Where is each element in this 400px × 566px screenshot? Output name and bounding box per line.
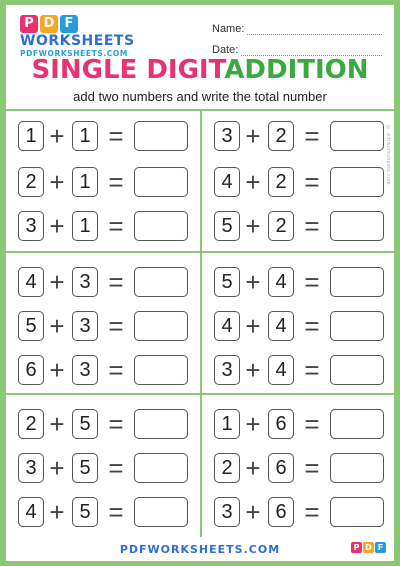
- equals-sign: =: [304, 453, 320, 483]
- equals-sign: =: [108, 409, 124, 439]
- equals-sign: =: [304, 311, 320, 341]
- answer-box[interactable]: [134, 167, 188, 197]
- problem-row: [18, 121, 190, 151]
- addend-a: 4: [18, 497, 44, 527]
- plus-sign: +: [49, 211, 65, 241]
- addend-a: 3: [214, 121, 240, 151]
- problem-row: [18, 311, 190, 341]
- answer-box[interactable]: [134, 497, 188, 527]
- plus-sign: +: [245, 267, 261, 297]
- plus-sign: +: [245, 453, 261, 483]
- plus-sign: +: [49, 121, 65, 151]
- footer-logo: [351, 542, 386, 553]
- addend-b: 6: [268, 497, 294, 527]
- logo-url: PDFWORKSHEETS.COM: [20, 49, 128, 58]
- answer-box[interactable]: [330, 167, 384, 197]
- problem-grid: [6, 109, 394, 537]
- addend-a: 2: [18, 409, 44, 439]
- addend-b: 4: [268, 355, 294, 385]
- plus-sign: +: [49, 167, 65, 197]
- equals-sign: =: [304, 211, 320, 241]
- name-line[interactable]: [247, 22, 382, 35]
- addend-a: 3: [18, 453, 44, 483]
- answer-box[interactable]: [330, 497, 384, 527]
- addend-a: 5: [18, 311, 44, 341]
- answer-box[interactable]: [330, 211, 384, 241]
- equals-sign: =: [108, 121, 124, 151]
- answer-box[interactable]: [134, 121, 188, 151]
- problem-block: [202, 253, 392, 395]
- addend-b: 6: [268, 453, 294, 483]
- problem-row: [18, 453, 190, 483]
- addend-b: 1: [72, 121, 98, 151]
- problem-row: [214, 311, 386, 341]
- plus-sign: +: [245, 311, 261, 341]
- footer-url[interactable]: PDFWORKSHEETS.COM: [119, 543, 281, 556]
- answer-box[interactable]: [134, 311, 188, 341]
- problem-row: [214, 453, 386, 483]
- equals-sign: =: [108, 211, 124, 241]
- problem-block: [6, 395, 196, 537]
- answer-box[interactable]: [134, 409, 188, 439]
- addend-a: 3: [214, 355, 240, 385]
- name-field[interactable]: [212, 17, 382, 35]
- equals-sign: =: [108, 497, 124, 527]
- addend-a: 3: [214, 497, 240, 527]
- plus-sign: +: [49, 355, 65, 385]
- answer-box[interactable]: [330, 311, 384, 341]
- problem-row: [214, 409, 386, 439]
- addend-a: 5: [214, 267, 240, 297]
- equals-sign: =: [108, 311, 124, 341]
- addend-b: 3: [72, 267, 98, 297]
- addend-b: 3: [72, 311, 98, 341]
- problem-row: [214, 497, 386, 527]
- answer-box[interactable]: [330, 409, 384, 439]
- student-fields: [212, 17, 382, 59]
- equals-sign: =: [304, 267, 320, 297]
- answer-box[interactable]: [330, 453, 384, 483]
- addend-b: 1: [72, 211, 98, 241]
- side-credit: © pdfworksheets.com: [385, 125, 391, 185]
- answer-box[interactable]: [134, 267, 188, 297]
- addend-a: 2: [214, 453, 240, 483]
- addend-a: 4: [18, 267, 44, 297]
- problem-row: [18, 167, 190, 197]
- logo-letter-d: D: [40, 15, 58, 33]
- answer-box[interactable]: [134, 211, 188, 241]
- problem-block: [6, 253, 196, 395]
- addend-a: 3: [18, 211, 44, 241]
- problem-block: [202, 395, 392, 537]
- addend-b: 2: [268, 167, 294, 197]
- problem-row: [214, 121, 386, 151]
- plus-sign: +: [49, 409, 65, 439]
- name-label: Name:: [212, 23, 245, 35]
- addend-b: 5: [72, 453, 98, 483]
- title-single-digit: SINGLE DIGIT: [31, 55, 225, 85]
- plus-sign: +: [245, 167, 261, 197]
- answer-box[interactable]: [134, 453, 188, 483]
- problem-row: [18, 497, 190, 527]
- answer-box[interactable]: [330, 267, 384, 297]
- problem-row: [18, 211, 190, 241]
- logo-letters: [20, 15, 135, 33]
- addend-a: 1: [18, 121, 44, 151]
- plus-sign: +: [49, 453, 65, 483]
- logo-letter-p: P: [20, 15, 38, 33]
- addend-b: 3: [72, 355, 98, 385]
- worksheet-page: [6, 5, 394, 561]
- footer-logo-letter-p: P: [351, 542, 362, 553]
- addend-b: 2: [268, 121, 294, 151]
- addend-b: 1: [72, 167, 98, 197]
- equals-sign: =: [108, 453, 124, 483]
- title-addition: ADDITION: [224, 55, 369, 85]
- problem-block: [202, 111, 392, 253]
- equals-sign: =: [108, 167, 124, 197]
- equals-sign: =: [304, 409, 320, 439]
- problem-row: [18, 267, 190, 297]
- problem-row: [214, 167, 386, 197]
- addend-b: 4: [268, 311, 294, 341]
- plus-sign: +: [245, 121, 261, 151]
- footer-logo-letter-f: F: [375, 542, 386, 553]
- plus-sign: +: [245, 409, 261, 439]
- plus-sign: +: [49, 311, 65, 341]
- brand-logo: [20, 15, 135, 58]
- footer-logo-letter-d: D: [363, 542, 374, 553]
- equals-sign: =: [304, 121, 320, 151]
- problem-block: [6, 111, 196, 253]
- addend-a: 4: [214, 167, 240, 197]
- logo-letter-f: F: [60, 15, 78, 33]
- equals-sign: =: [304, 497, 320, 527]
- addend-a: 1: [214, 409, 240, 439]
- problem-row: [214, 267, 386, 297]
- equals-sign: =: [108, 355, 124, 385]
- plus-sign: +: [49, 497, 65, 527]
- problem-row: [18, 409, 190, 439]
- instructions: add two numbers and write the total number: [73, 89, 327, 104]
- date-field[interactable]: [212, 38, 382, 56]
- date-label: Date:: [212, 44, 239, 56]
- plus-sign: +: [49, 267, 65, 297]
- plus-sign: +: [245, 497, 261, 527]
- addend-a: 4: [214, 311, 240, 341]
- equals-sign: =: [304, 167, 320, 197]
- problem-row: [18, 355, 190, 385]
- answer-box[interactable]: [330, 355, 384, 385]
- problem-row: [214, 355, 386, 385]
- addend-b: 5: [72, 497, 98, 527]
- equals-sign: =: [108, 267, 124, 297]
- addend-a: 5: [214, 211, 240, 241]
- logo-word: WORKSHEETS: [20, 33, 135, 49]
- plus-sign: +: [245, 211, 261, 241]
- addend-b: 5: [72, 409, 98, 439]
- addend-b: 2: [268, 211, 294, 241]
- addend-b: 4: [268, 267, 294, 297]
- plus-sign: +: [245, 355, 261, 385]
- answer-box[interactable]: [134, 355, 188, 385]
- addend-a: 2: [18, 167, 44, 197]
- page-title: [6, 55, 394, 85]
- equals-sign: =: [304, 355, 320, 385]
- addend-a: 6: [18, 355, 44, 385]
- problem-row: [214, 211, 386, 241]
- answer-box[interactable]: [330, 121, 384, 151]
- addend-b: 6: [268, 409, 294, 439]
